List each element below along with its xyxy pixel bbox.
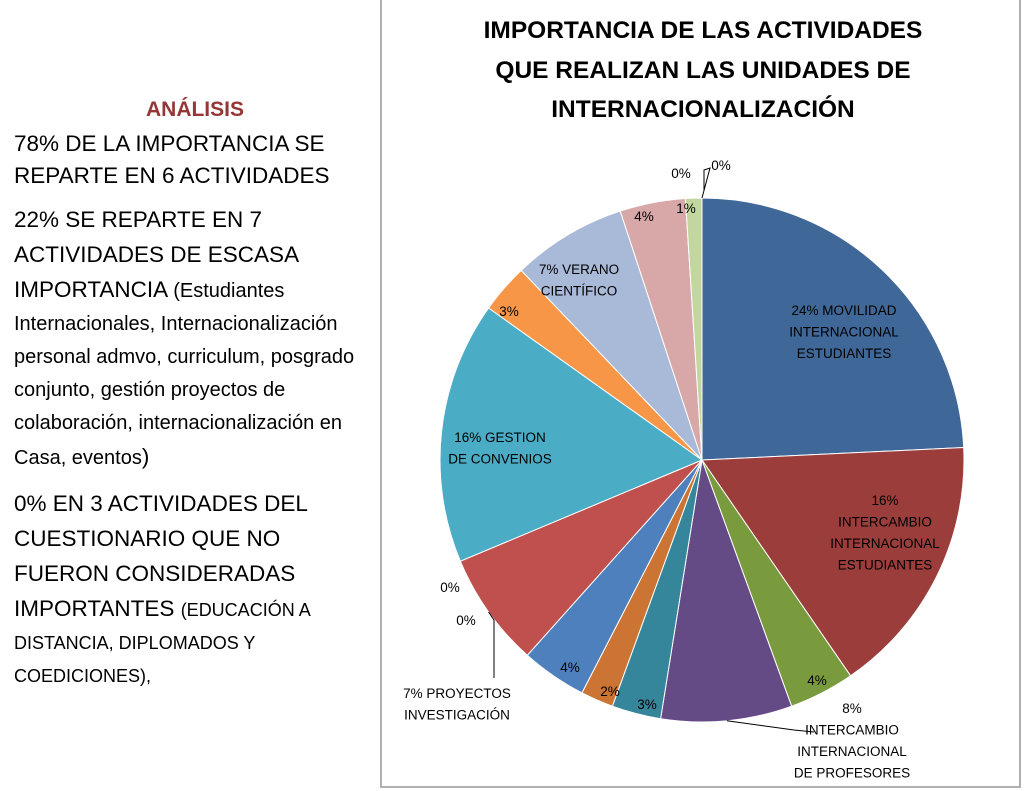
slice-label-11-line-1: 16% GESTION xyxy=(454,430,546,445)
slice-label-2-line-1: 16% xyxy=(871,493,899,508)
analysis-title: ANÁLISIS xyxy=(145,98,244,121)
leader-line-8 xyxy=(489,612,494,678)
slice-label-1-line-3: ESTUDIANTES xyxy=(796,346,892,361)
leader-line-4 xyxy=(727,721,814,732)
slice-label-14: 4% xyxy=(634,209,654,224)
slice-label-4-line-1: 8% xyxy=(842,701,862,716)
slice-label-12: 3% xyxy=(499,304,519,319)
analysis-paragraph-3 xyxy=(14,488,376,694)
slice-label-15: 1% xyxy=(676,201,696,216)
slice-label-2-line-3: INTERNACIONAL xyxy=(830,536,940,551)
slice-label-6: 2% xyxy=(600,684,620,699)
paragraph-2-detail: (Estudiantes Internacionales, Internacionalización personal admvo, curriculum, posgrado conjunto, gestión proyectos de colaboración, internacionalización en Casa, eventos xyxy=(14,280,355,469)
slice-label-4-line-3: INTERNACIONAL xyxy=(797,744,907,759)
paragraph-2-main: 22% SE REPARTE EN 7 ACTIVIDADES DE ESCASA IMPORTANCIA xyxy=(14,207,298,302)
chart-title-line-2: QUE REALIZAN LAS UNIDADES DE xyxy=(495,57,911,84)
pie-chart xyxy=(382,0,1023,790)
slice-label-4-line-2: INTERCAMBIO xyxy=(805,722,899,738)
chart-title xyxy=(484,17,923,123)
slice-label-11-line-2: DE CONVENIOS xyxy=(448,451,552,467)
slice-label-2-line-2: INTERCAMBIO xyxy=(838,514,932,530)
slice-label-13-line-2: CIENTÍFICO xyxy=(540,283,618,299)
slice-label-5: 3% xyxy=(637,697,657,712)
slice-label-8-line-2: INVESTIGACIÓN xyxy=(404,707,510,723)
slice-label-3: 4% xyxy=(807,673,827,688)
analysis-paragraph-1: 78% DE LA IMPORTANCIA SE REPARTE EN 6 ACTIVIDADES xyxy=(14,131,330,188)
slice-label-1-line-1: 24% MOVILIDAD xyxy=(791,303,897,318)
slice-label-16: 0% xyxy=(671,166,691,181)
slice-label-13-line-1: 7% VERANO xyxy=(538,262,620,277)
slice-label-7: 4% xyxy=(560,660,580,675)
slice-label-10: 0% xyxy=(456,613,476,628)
slice-label-2-line-4: ESTUDIANTES xyxy=(837,557,933,573)
paragraph-2-close: ) xyxy=(141,444,150,469)
slice-label-9: 0% xyxy=(440,580,460,595)
slice-label-4-line-4: DE PROFESORES xyxy=(793,765,911,781)
chart-title-line-1: IMPORTANCIA DE LAS ACTIVIDADES xyxy=(483,17,923,44)
paragraph-3-main: 0% EN 3 ACTIVIDADES DEL CUESTIONARIO QUE NO FUERON CONSIDERADAS IMPORTANTES xyxy=(14,491,308,621)
slice-label-1-line-2: INTERNACIONAL xyxy=(789,324,899,340)
chart-frame xyxy=(380,0,1021,788)
paragraph-3-detail: (EDUCACIÓN A DISTANCIA, DIPLOMADOS Y COEDICIONES), xyxy=(14,600,310,686)
slice-label-8-line-1: 7% PROYECTOS xyxy=(403,686,511,701)
chart-title-line-3: INTERNACIONALIZACIÓN xyxy=(551,96,855,123)
slice-label-17: 0% xyxy=(711,158,731,173)
leader-line-17 xyxy=(702,168,710,198)
analysis-paragraph-2 xyxy=(14,204,376,476)
analysis-panel xyxy=(14,98,376,706)
